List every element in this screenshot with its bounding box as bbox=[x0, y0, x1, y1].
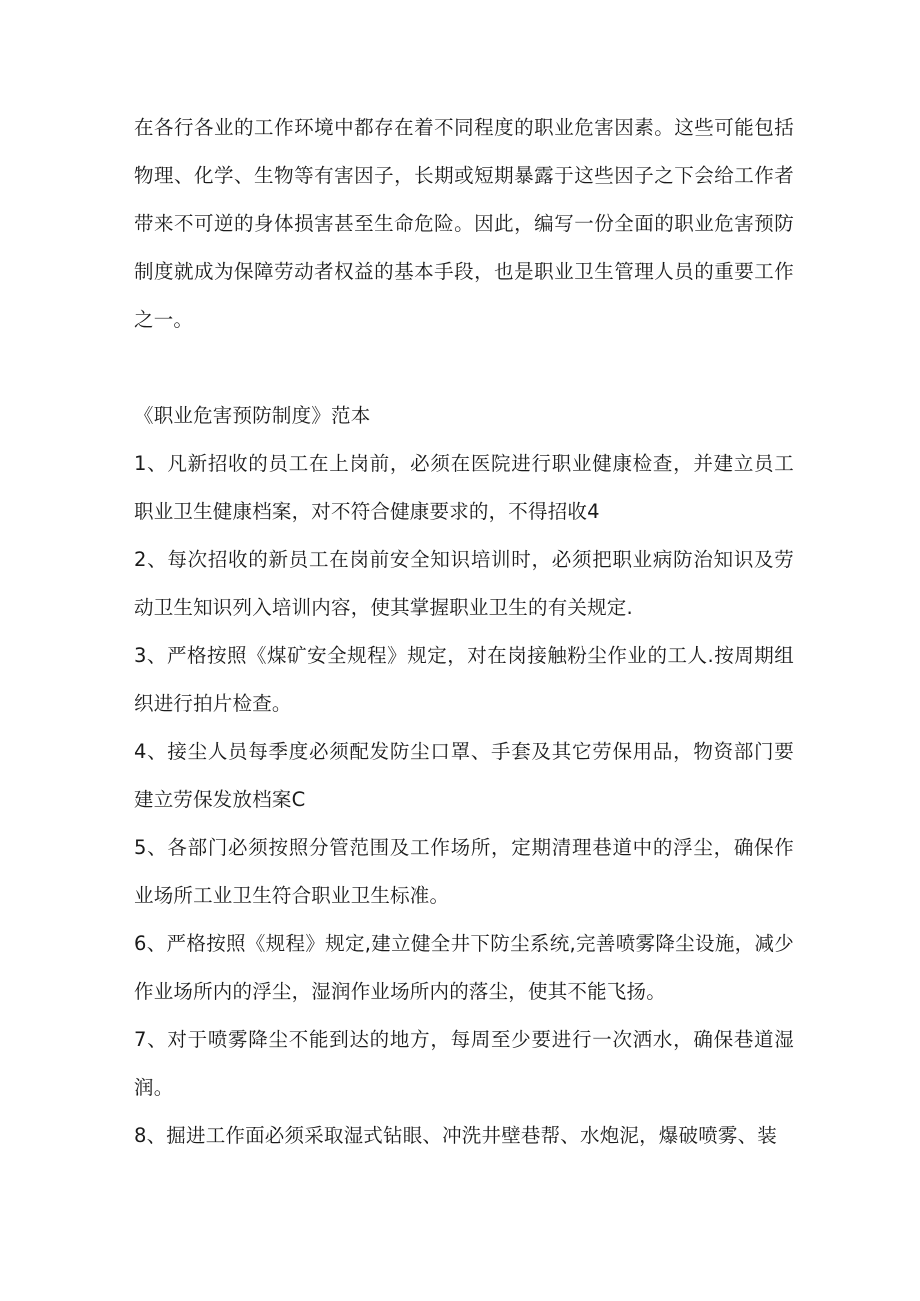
list-item: 4、接尘人员每季度必须配发防尘口罩、手套及其它劳保用品，物资部门要建立劳保发放档案C bbox=[134, 740, 794, 811]
list-item: 5、各部门必须按照分管范围及工作场所，定期清理巷道中的浮尘，确保作业场所工业卫生符合职业卫生标准。 bbox=[134, 836, 794, 907]
document-body bbox=[134, 104, 794, 1160]
section-title: 《职业危害预防制度》范本 bbox=[134, 404, 371, 427]
list-item: 1、凡新招收的员工在上岗前，必须在医院进行职业健康检查，并建立员工职业卫生健康档案，对不符合健康要求的，不得招收4 bbox=[134, 452, 794, 523]
list-item: 8、掘进工作面必须采取湿式钻眼、冲洗井壁巷帮、水炮泥，爆破喷雾、装 bbox=[134, 1124, 778, 1147]
intro-paragraph: 在各行各业的工作环境中都存在着不同程度的职业危害因素。这些可能包括物理、化学、生物等有害因子，长期或短期暴露于这些因子之下会给工作者带来不可逆的身体损害甚至生命危险。因此，编写一份全面的职业危害预防制度就成为保障劳动者权益的基本手段，也是职业卫生管理人员的重要工作之一。 bbox=[134, 116, 794, 331]
list-item: 3、严格按照《煤矿安全规程》规定，对在岗接触粉尘作业的工人.按周期组织进行拍片检查。 bbox=[134, 644, 794, 715]
list-item: 7、对于喷雾降尘不能到达的地方，每周至少要进行一次洒水，确保巷道湿润。 bbox=[134, 1028, 794, 1099]
list-item: 2、每次招收的新员工在岗前安全知识培训时，必须把职业病防治知识及劳动卫生知识列入培训内容，使其掌握职业卫生的有关规定. bbox=[134, 548, 794, 619]
list-item: 6、严格按照《规程》规定,建立健全井下防尘系统,完善喷雾降尘设施，减少作业场所内的浮尘，湿润作业场所内的落尘，使其不能飞扬。 bbox=[134, 932, 794, 1003]
